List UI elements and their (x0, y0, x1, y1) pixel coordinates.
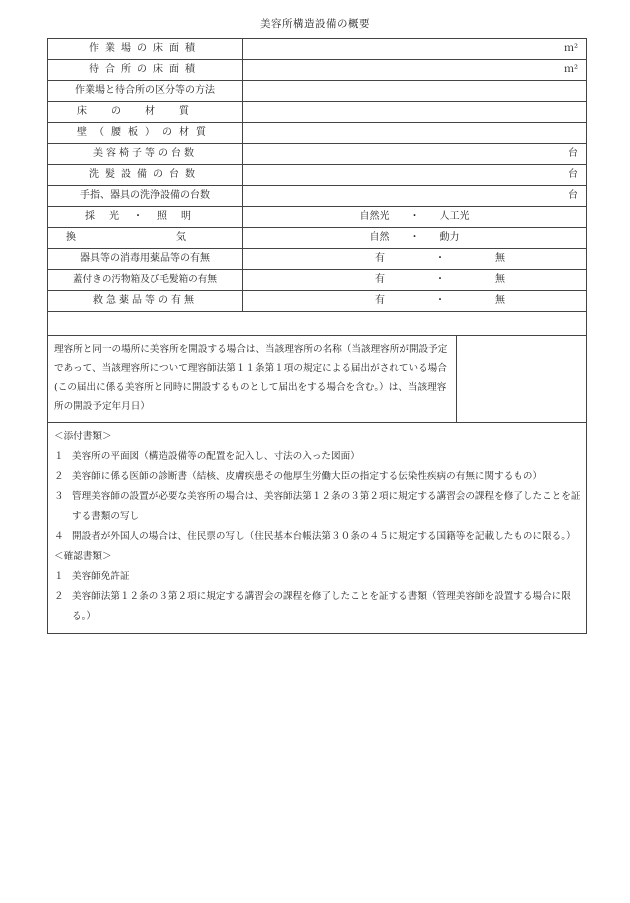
item-number: １ (54, 571, 64, 582)
row-label: 採光・照明 (48, 207, 243, 228)
row-label: 洗髪設備の台数 (48, 165, 243, 186)
separator-dot: ・ (435, 274, 445, 285)
item-text: 美容師免許証 (72, 571, 130, 582)
item-text: 開設者が外国人の場合は、住民票の写し（住民基本台帳法第３０条の４５に規定する国籍等を記載したものに限る。） (72, 531, 576, 542)
table-row (48, 312, 587, 336)
list-item (54, 487, 582, 527)
list-item (54, 567, 582, 587)
row-label: 壁（腰板）の材質 (48, 123, 243, 144)
table-row (48, 228, 587, 249)
shampoo-count-field[interactable]: 台 (243, 165, 587, 186)
table-row (48, 270, 587, 291)
facility-overview-table (47, 38, 587, 634)
table-row (48, 165, 587, 186)
wall-material-field[interactable] (243, 123, 587, 144)
row-label: 手指、器具の洗浄設備の台数 (48, 186, 243, 207)
table-row (48, 81, 587, 102)
list-item (54, 587, 582, 627)
partition-method-field[interactable] (243, 81, 587, 102)
item-text: 管理美容師の設置が必要な美容所の場合は、美容師法第１２条の３第２項に規定する講習会の課程を修了したことを証する書類の写し (72, 491, 581, 522)
row-label: 待合所の床面積 (48, 60, 243, 81)
table-row (48, 123, 587, 144)
option-no[interactable]: 無 (495, 274, 505, 285)
row-label: 蓋付きの汚物箱及び毛髪箱の有無 (48, 270, 243, 291)
table-row (48, 186, 587, 207)
option-natural-light[interactable]: 自然光 (359, 211, 390, 222)
attachments-header: ＜添付書類＞ (54, 431, 112, 442)
option-natural-vent[interactable]: 自然 (369, 232, 390, 243)
table-row (48, 207, 587, 228)
row-label: 床の材質 (48, 102, 243, 123)
row-label: 作業場の床面積 (48, 39, 243, 60)
item-number: ２ (54, 471, 64, 482)
separator-dot: ・ (409, 211, 420, 222)
option-yes[interactable]: 有 (375, 274, 385, 285)
table-row (48, 39, 587, 60)
option-artificial-light[interactable]: 人工光 (439, 211, 470, 222)
option-yes[interactable]: 有 (375, 253, 385, 264)
table-row (48, 60, 587, 81)
separator-dot: ・ (435, 295, 445, 306)
waste-box-options (243, 270, 587, 291)
row-label: 器具等の消毒用薬品等の有無 (48, 249, 243, 270)
table-row (48, 249, 587, 270)
blank-row (48, 312, 587, 336)
chair-count-field[interactable]: 台 (243, 144, 587, 165)
option-no[interactable]: 無 (495, 253, 505, 264)
lighting-options (243, 207, 587, 228)
page-title: 美容所構造設備の概要 (260, 18, 370, 30)
confirmations-header: ＜確認書類＞ (54, 551, 112, 562)
floor-material-field[interactable] (243, 102, 587, 123)
table-row (48, 423, 587, 634)
disinfectant-options (243, 249, 587, 270)
table-row (48, 102, 587, 123)
list-item (54, 447, 582, 467)
barber-notice-text: 理容所と同一の場所に美容所を開設する場合は、当該理容所の名称（当該理容所が開設予定であって、当該理容所について理容師法第１１条第１項の規定による届出がされている場合(この届出に係る美容所と同時に開設するものとして届出をする場合を含む。）は、当該理容所の開設予定年月日） (48, 336, 457, 423)
option-no[interactable]: 無 (495, 295, 505, 306)
item-text: 美容師法第１２条の３第２項に規定する講習会の課程を修了したことを証する書類（管理美容師を設置する場合に限る。） (72, 591, 571, 622)
item-number: ４ (54, 531, 64, 542)
option-mechanical-vent[interactable]: 動力 (439, 232, 460, 243)
floor-area-workplace-field[interactable]: ｍ² (243, 39, 587, 60)
table-row (48, 144, 587, 165)
ventilation-options (243, 228, 587, 249)
table-row (48, 291, 587, 312)
row-label: 作業場と待合所の区分等の方法 (48, 81, 243, 102)
item-number: ２ (54, 591, 64, 602)
list-item (54, 467, 582, 487)
floor-area-waiting-field[interactable]: ｍ² (243, 60, 587, 81)
first-aid-options (243, 291, 587, 312)
row-label: 換気 (48, 228, 243, 249)
documents-section (48, 423, 587, 634)
item-text: 美容所の平面図（構造設備等の配置を記入し、寸法の入った図面） (72, 451, 360, 462)
item-number: ３ (54, 491, 64, 502)
item-text: 美容師に係る医師の診断書（結核、皮膚疾患その他厚生労働大臣の指定する伝染性疾病の有無に関するもの） (72, 471, 543, 482)
row-label: 救急薬品等の有無 (48, 291, 243, 312)
table-row (48, 336, 587, 423)
washing-count-field[interactable]: 台 (243, 186, 587, 207)
separator-dot: ・ (409, 232, 420, 243)
separator-dot: ・ (435, 253, 445, 264)
list-item (54, 527, 582, 547)
barber-notice-field[interactable] (457, 336, 587, 423)
row-label: 美容椅子等の台数 (48, 144, 243, 165)
item-number: １ (54, 451, 64, 462)
option-yes[interactable]: 有 (375, 295, 385, 306)
